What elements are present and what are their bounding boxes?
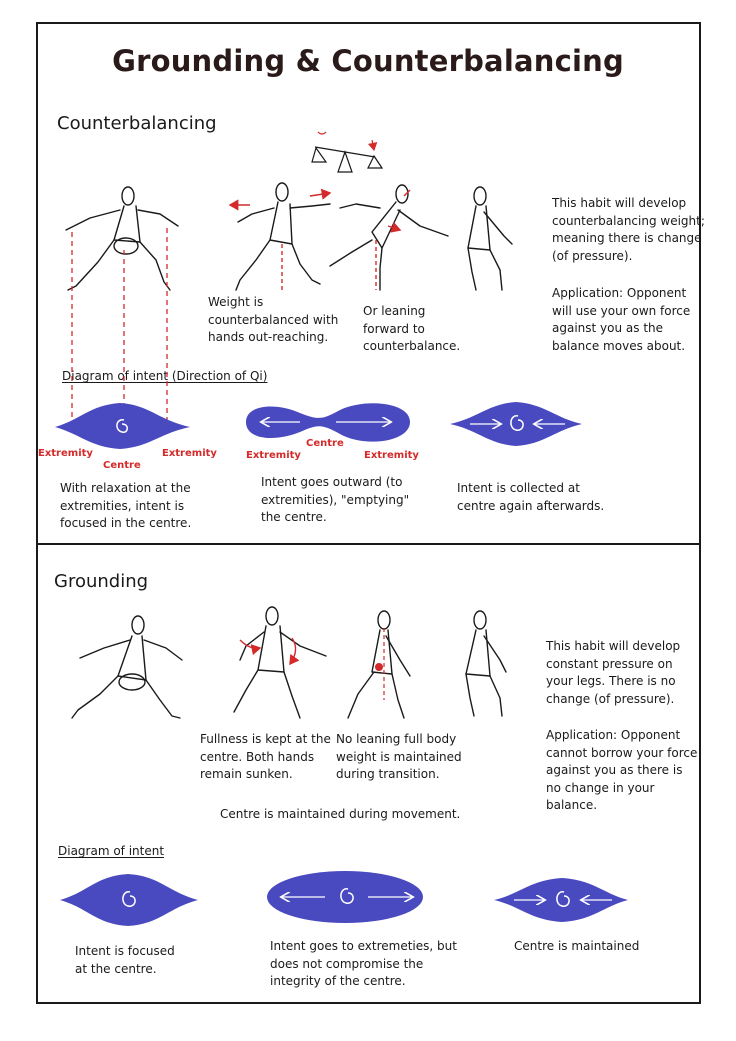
centre-point-gr-3 bbox=[375, 628, 384, 700]
stick-figure-cb-1 bbox=[66, 187, 178, 290]
label-centre-2: Centre bbox=[306, 438, 344, 449]
label-extremity-right-1: Extremity bbox=[162, 448, 217, 459]
intent-caption-gr-2: Intent goes to extremeties, but does not compromise the integrity of the centre. bbox=[270, 939, 457, 988]
stick-figure-gr-1 bbox=[72, 616, 182, 718]
stick-figure-cb-3 bbox=[330, 185, 448, 290]
arrows-gr-2 bbox=[240, 638, 296, 664]
intent-caption-cb-2: Intent goes outward (to extremities), "emptying" the centre. bbox=[261, 475, 410, 524]
stick-figure-cb-2 bbox=[236, 183, 330, 290]
caption-no-leaning: No leaning full body weight is maintained during transition. bbox=[336, 732, 462, 781]
section-heading-counterbalancing: Counterbalancing bbox=[57, 113, 217, 134]
habit-text-grounding: This habit will develop constant pressure on your legs. There is no change (of pressure). bbox=[546, 639, 681, 706]
application-text-counterbalancing: Application: Opponent will use your own force against you as the balance moves about. bbox=[552, 286, 691, 353]
caption-weight: Weight is counterbalanced with hands out-reaching. bbox=[208, 295, 339, 344]
stick-figure-gr-4 bbox=[466, 611, 506, 716]
caption-fullness: Fullness is kept at the centre. Both hands remain sunken. bbox=[200, 732, 331, 781]
intent-blob-cb-2 bbox=[246, 403, 410, 441]
application-text-grounding: Application: Opponent cannot borrow your force against you as there is no change in your balance. bbox=[546, 728, 698, 812]
section-heading-grounding: Grounding bbox=[54, 571, 149, 592]
intent-caption-cb-1: With relaxation at the extremities, intent is focused in the centre. bbox=[60, 481, 192, 530]
label-extremity-right-2: Extremity bbox=[364, 450, 419, 461]
intent-blob-cb-1 bbox=[55, 403, 190, 449]
label-extremity-left-1: Extremity bbox=[38, 448, 93, 459]
intent-blob-gr-2 bbox=[267, 871, 423, 923]
diagram-heading-counterbalancing: Diagram of intent (Direction of Qi) bbox=[62, 369, 268, 383]
balance-scale-icon bbox=[312, 132, 382, 172]
centre-maintained-caption: Centre is maintained during movement. bbox=[220, 807, 461, 821]
intent-caption-cb-3: Intent is collected at centre again afterwards. bbox=[457, 481, 605, 513]
stick-figure-cb-4 bbox=[468, 187, 512, 290]
habit-text-counterbalancing: This habit will develop counterbalancing weight; meaning there is change (of pressure). bbox=[552, 196, 705, 263]
intent-caption-gr-1: Intent is focused at the centre. bbox=[75, 944, 175, 976]
intent-blob-gr-3 bbox=[494, 878, 628, 922]
intent-blob-cb-3 bbox=[450, 402, 582, 446]
diagram-heading-grounding: Diagram of intent bbox=[58, 844, 165, 858]
intent-blob-gr-1 bbox=[60, 874, 198, 926]
label-centre-1: Centre bbox=[103, 460, 141, 471]
caption-leaning: Or leaning forward to counterbalance. bbox=[363, 304, 461, 353]
intent-caption-gr-3: Centre is maintained bbox=[514, 939, 640, 953]
label-extremity-left-2: Extremity bbox=[246, 450, 301, 461]
stick-figure-gr-2 bbox=[234, 607, 326, 718]
page-title: Grounding & Counterbalancing bbox=[112, 44, 624, 78]
